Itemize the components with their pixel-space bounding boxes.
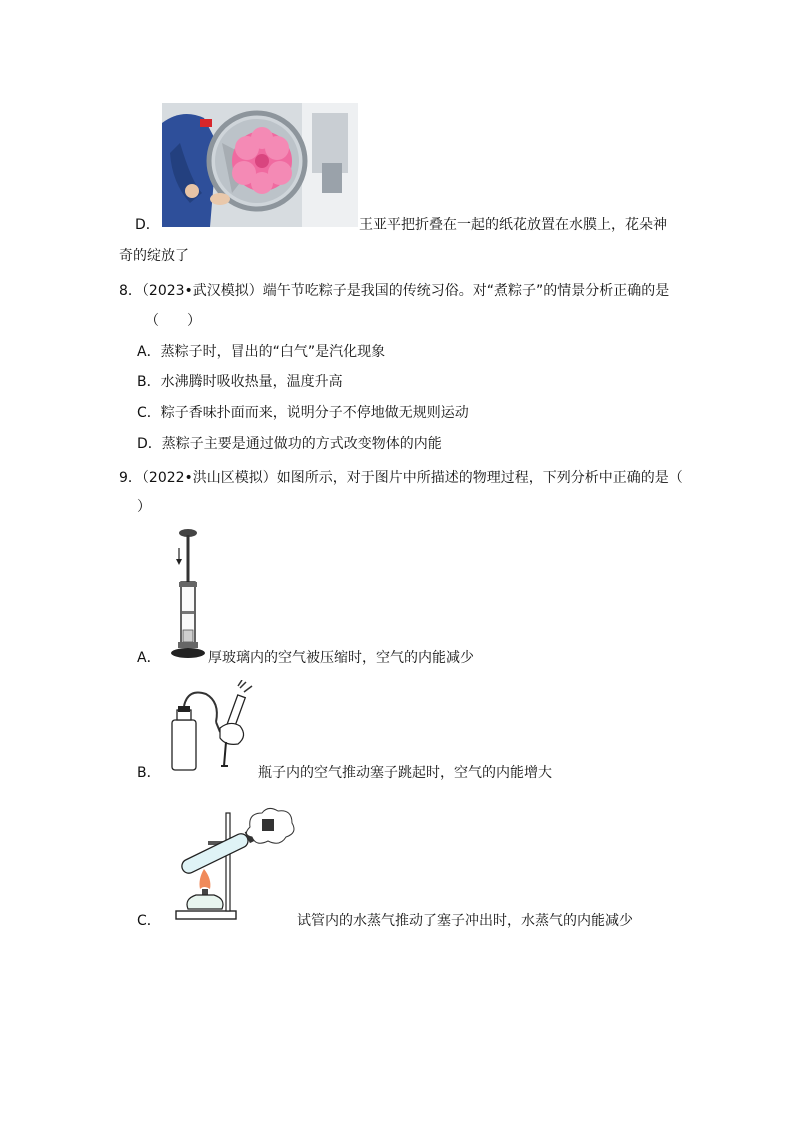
q9-answer-paren: ）: [137, 499, 151, 515]
q9-option-b-text: 瓶子内的空气推动塞子跳起时，空气的内能增大: [258, 765, 552, 781]
wang-yaping-paper-flower-image: [162, 103, 358, 227]
q8-answer-paren: （ ）: [145, 313, 201, 329]
q8-option-a: A．蒸粽子时，冒出的“白气”是汽化现象: [137, 344, 386, 360]
q8-option-c: C．粽子香味扑面而来，说明分子不停地做无规则运动: [137, 405, 469, 421]
q7-option-d-text-cont: 奇的绽放了: [119, 248, 189, 264]
q9-option-b-letter: B．: [137, 765, 161, 781]
q8-stem: 8．（2023•武汉模拟）端午节吃粽子是我国的传统习俗。对“煮粽子”的情景分析正确的是: [119, 283, 670, 299]
test-tube-steam-figure: [170, 805, 298, 925]
compression-cylinder-figure: [168, 526, 208, 660]
bottle-pump-figure: [168, 680, 263, 775]
q9-stem: 9．（2022•洪山区模拟）如图所示，对于图片中所描述的物理过程，下列分析中正确的是（: [119, 470, 683, 486]
q9-option-a-text: 厚玻璃内的空气被压缩时，空气的内能减少: [208, 650, 474, 666]
q7-option-d-letter: D．: [135, 217, 160, 233]
q8-option-d: D．蒸粽子主要是通过做功的方式改变物体的内能: [137, 436, 442, 452]
q8-option-b: B．水沸腾时吸收热量，温度升高: [137, 374, 343, 390]
q9-option-c-letter: C．: [137, 913, 161, 929]
q9-option-a-letter: A．: [137, 650, 161, 666]
q9-option-c-text: 试管内的水蒸气推动了塞子冲出时，水蒸气的内能减少: [297, 913, 633, 929]
space-station-photo: [162, 103, 358, 227]
q7-option-d-text: 王亚平把折叠在一起的纸花放置在水膜上，花朵神: [359, 217, 667, 233]
